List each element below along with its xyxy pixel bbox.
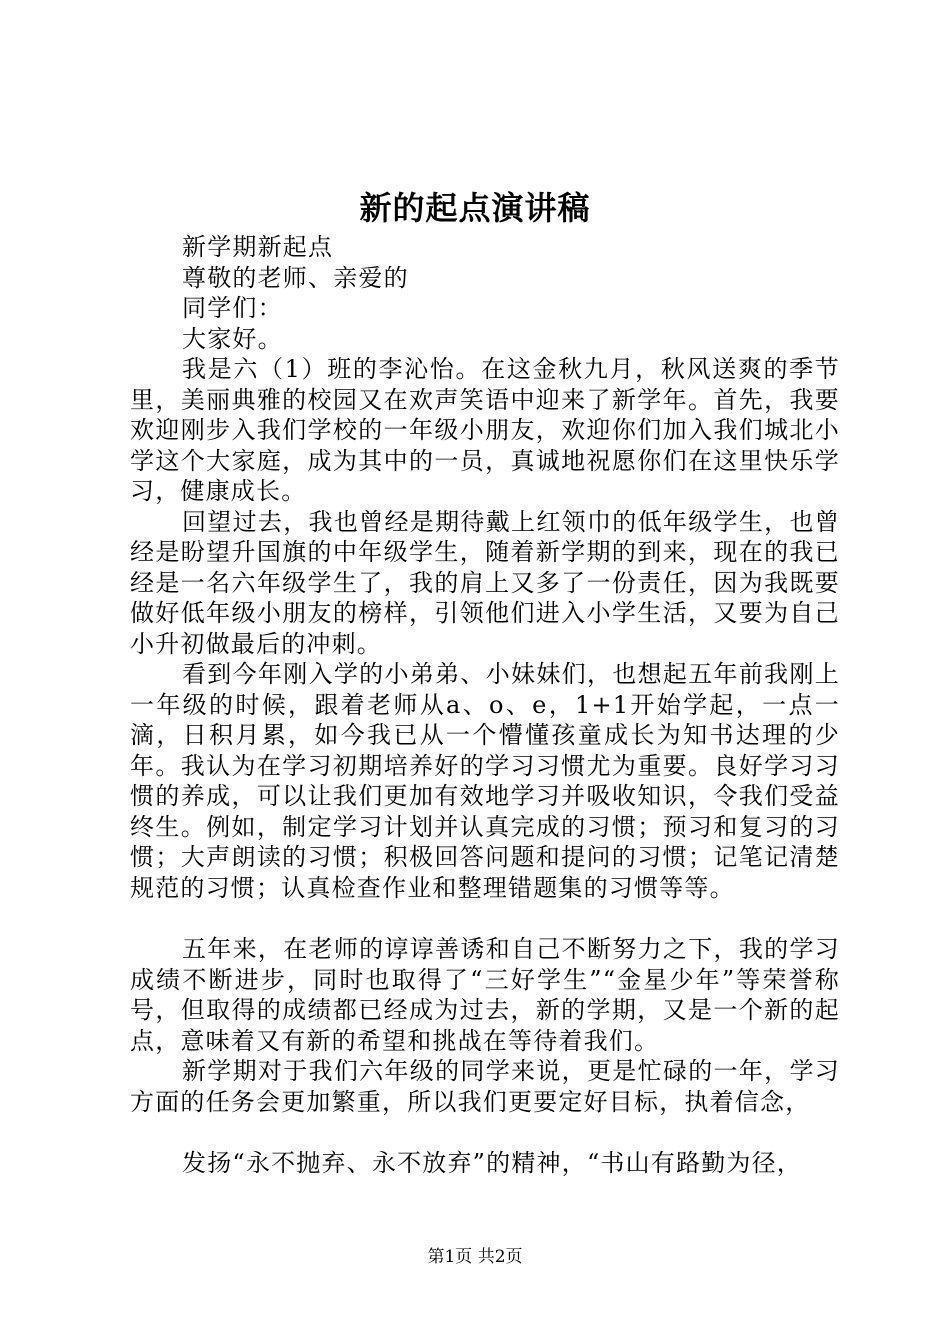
- paragraph-five-years: 五年来，在老师的谆谆善诱和自己不断努力之下，我的学习成绩不断进步，同时也取得了“三好学生”“金星少年”等荣誉称号，但取得的成绩都已经成为过去，新的学期，又是一个新的起点，意味着又有新的希望和挑战在等待着我们。: [130, 935, 840, 1055]
- paragraph-study-habits: 看到今年刚入学的小弟弟、小妹妹们，也想起五年前我刚上一年级的时候，跟着老师从a、o、e，1+1开始学起，一点一滴，日积月累，如今我已从一个懵懂孩童成长为知书达理的少年。我认为在学习初期培养好的学习习惯尤为重要。良好学习习惯的养成，可以让我们更加有效地学习并吸收知识，令我们受益终生。例如，制定学习计划并认真完成的习惯；预习和复习的习惯；大声朗读的习惯；积极回答问题和提问的习惯；记笔记清楚规范的习惯；认真检查作业和整理错题集的习惯等等。: [130, 660, 840, 902]
- paragraph-introduction: 我是六（1）班的李沁怡。在这金秋九月，秋风送爽的季节里，美丽典雅的校园又在欢声笑语中迎来了新学年。首先，我要欢迎刚步入我们学校的一年级小朋友，欢迎你们加入我们城北小学这个大家庭，成为其中的一员，真诚地祝愿你们在这里快乐学习，健康成长。: [130, 355, 840, 505]
- paragraph-subtitle: 新学期新起点: [182, 233, 334, 261]
- paragraph-salutation-2: 同学们：: [182, 294, 283, 322]
- paragraph-spirit: 发扬“永不抛弃、永不放弃”的精神，“书山有路勤为径，: [182, 1149, 803, 1177]
- document-body: [130, 232, 840, 1179]
- page-footer: 第1页 共2页: [427, 1247, 523, 1267]
- paragraph-greeting: 大家好。: [182, 324, 283, 353]
- paragraph-new-semester: 新学期对于我们六年级的同学来说，更是忙碌的一年，学习方面的任务会更加繁重，所以我们更要定好目标，执着信念，: [130, 1057, 840, 1116]
- paragraph-salutation-1: 尊敬的老师、亲爱的: [182, 263, 409, 292]
- paragraph-looking-back: 回望过去，我也曾经是期待戴上红领巾的低年级学生，也曾经是盼望升国旗的中年级学生，随着新学期的到来，现在的我已经是一名六年级学生了，我的肩上又多了一份责任，因为我既要做好低年级小朋友的榜样，引领他们进入小学生活，又要为自己小升初做最后的冲刺。: [130, 507, 840, 658]
- document-title: 新的起点演讲稿: [359, 189, 591, 227]
